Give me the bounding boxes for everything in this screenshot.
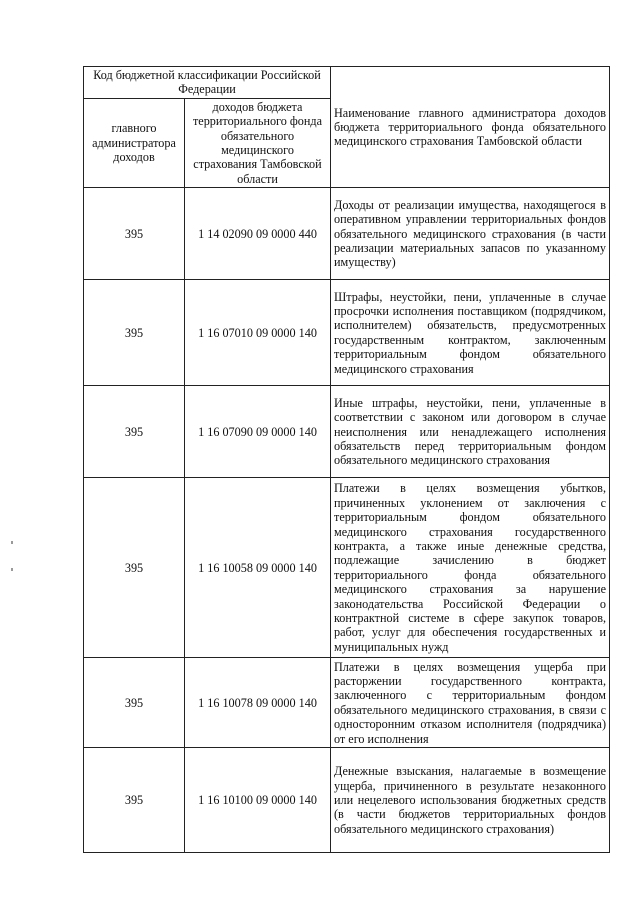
income-name-cell: Платежи в целях возмещения ущерба при расторжении государственного контракта, заключенного с территориальным фондом обязательного медицинского страхования, в связи с односторонним отказом исполнителя (подрядчика) от его исполнения — [331, 658, 610, 748]
admin-code-cell: 395 — [84, 386, 185, 478]
table-row — [84, 280, 610, 386]
header-group-cell: Код бюджетной классификации Российской Федерации — [84, 67, 331, 99]
income-name-cell: Иные штрафы, неустойки, пени, уплаченные в соответствии с законом или договором в случае неисполнения или ненадлежащего исполнения обязательств перед территориальным фондом обязательного медицинского страхования — [331, 386, 610, 478]
income-name-cell: Денежные взыскания, налагаемые в возмещение ущерба, причиненного в результате незаконного или нецелевого использования бюджетных средств (в части бюджетов территориальных фондов обязательного медицинского страхования) — [331, 748, 610, 853]
admin-code-cell: 395 — [84, 658, 185, 748]
header-income-cell: доходов бюджета территориального фонда обязательного медицинского страхования Тамбовской области — [185, 98, 331, 187]
income-code-cell: 1 16 10078 09 0000 140 — [185, 658, 331, 748]
admin-code-cell: 395 — [84, 478, 185, 658]
header-admin-cell: главного администратора доходов — [84, 98, 185, 187]
header-name-cell: Наименование главного администратора доходов бюджета территориального фонда обязательного медицинского страхования Тамбовской области — [331, 67, 610, 188]
table-row — [84, 658, 610, 748]
income-code-cell: 1 16 07090 09 0000 140 — [185, 386, 331, 478]
income-code-cell: 1 16 10100 09 0000 140 — [185, 748, 331, 853]
income-name-cell: Штрафы, неустойки, пени, уплаченные в случае просрочки исполнения поставщиком (подрядчиком, исполнителем) обязательств, предусмотренных государственным контрактом, заключенным территориальным фондом обязательного медицинского страхования — [331, 280, 610, 386]
admin-code-cell: 395 — [84, 748, 185, 853]
table-row — [84, 478, 610, 658]
table-row — [84, 748, 610, 853]
table-row — [84, 188, 610, 280]
income-code-cell: 1 16 07010 09 0000 140 — [185, 280, 331, 386]
income-code-cell: 1 14 02090 09 0000 440 — [185, 188, 331, 280]
income-name-cell: Платежи в целях возмещения убытков, причиненных уклонением от заключения с территориальным фондом обязательного медицинского страхования государственного контракта, а также иные денежные средства, подлежащие зачислению в бюджет территориального фонда обязательного медицинского страхования за нарушение законодательства Российской Федерации о контрактной системе в сфере закупок товаров, работ, услуг для обеспечения государственных и муниципальных нужд — [331, 478, 610, 658]
scan-speck — [11, 568, 13, 571]
admin-code-cell: 395 — [84, 280, 185, 386]
income-codes-table — [83, 66, 610, 853]
scan-speck — [11, 541, 13, 544]
admin-code-cell: 395 — [84, 188, 185, 280]
header-row-1 — [84, 67, 610, 99]
income-code-cell: 1 16 10058 09 0000 140 — [185, 478, 331, 658]
table-row — [84, 386, 610, 478]
income-name-cell: Доходы от реализации имущества, находящегося в оперативном управлении территориальных фондов обязательного медицинского страхования (в части реализации материальных запасов по указанному имуществу) — [331, 188, 610, 280]
